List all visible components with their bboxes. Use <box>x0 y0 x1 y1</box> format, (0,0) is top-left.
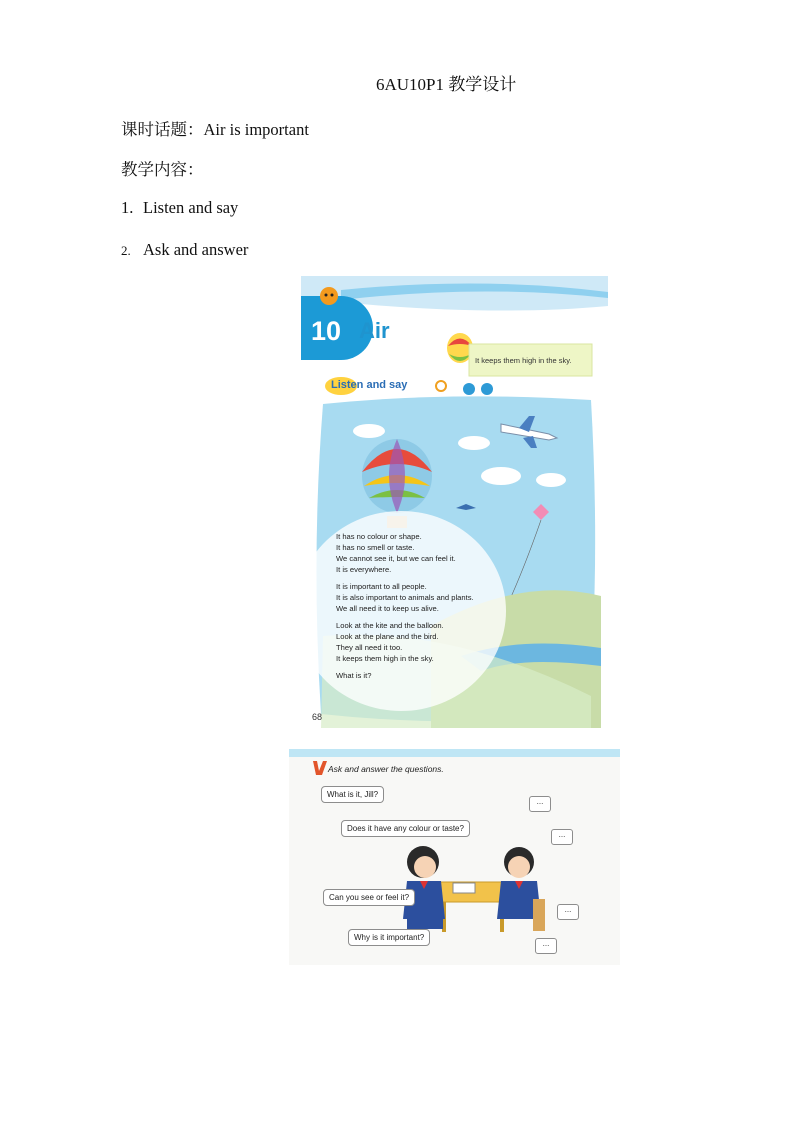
poem-line: It keeps them high in the sky. <box>336 654 434 663</box>
answer-bubble: ... <box>557 904 579 920</box>
exercise-title: Ask and answer the questions. <box>328 764 444 774</box>
caption-text: It keeps them high in the sky. <box>475 356 572 365</box>
page-number: 68 <box>312 712 323 722</box>
answer-bubble: ... <box>535 938 557 954</box>
poem-line: We all need it to keep us alive. <box>336 604 439 613</box>
poem-line: It has no smell or taste. <box>336 543 415 552</box>
exercise-image <box>289 749 620 965</box>
content-item-2 <box>121 240 248 260</box>
poem-line: It is important to all people. <box>336 582 427 591</box>
item-text: Listen and say <box>143 198 239 217</box>
question-bubble: What is it, Jill? <box>321 786 384 803</box>
answer-bubble: ... <box>551 829 573 845</box>
video-icon <box>481 383 493 395</box>
answer-bubble: ... <box>529 796 551 812</box>
poem-line: We cannot see it, but we can feel it. <box>336 554 456 563</box>
exercise-illustration <box>289 749 620 965</box>
poem-line: It is everywhere. <box>336 565 392 574</box>
unit-title: Air <box>359 318 390 343</box>
poem-line: Look at the kite and the balloon. <box>336 621 444 630</box>
unit-number: 10 <box>311 316 342 346</box>
topic-value: Air is important <box>203 120 309 139</box>
textbook-page-image <box>301 276 608 728</box>
section-title: Listen and say <box>331 379 408 391</box>
question-bubble: Why is it important? <box>348 929 430 946</box>
topic-label: 课时话题： <box>121 120 204 139</box>
question-bubble: Can you see or feel it? <box>323 889 415 906</box>
topic-line <box>121 116 309 140</box>
exercise-badge <box>313 761 327 775</box>
top-strip <box>289 749 620 757</box>
question-bubble: Does it have any colour or taste? <box>341 820 470 837</box>
poem-line: What is it? <box>336 671 372 680</box>
item-number: 1. <box>121 198 134 217</box>
cat-mascot <box>320 287 338 305</box>
poem-line: It has no colour or shape. <box>336 532 422 541</box>
poem-line: They all need it too. <box>336 643 403 652</box>
audio-icon <box>463 383 475 395</box>
item-text: Ask and answer <box>143 240 249 259</box>
content-label: 教学内容： <box>121 160 204 179</box>
item-number: 2. <box>121 243 131 258</box>
chair <box>533 899 545 931</box>
poem-line: Look at the plane and the bird. <box>336 632 439 641</box>
document-title: 6AU10P1 教学设计 <box>376 75 517 94</box>
poem-line: It is also important to animals and plants. <box>336 593 474 602</box>
notebook <box>453 883 475 893</box>
content-item-1 <box>121 198 238 218</box>
